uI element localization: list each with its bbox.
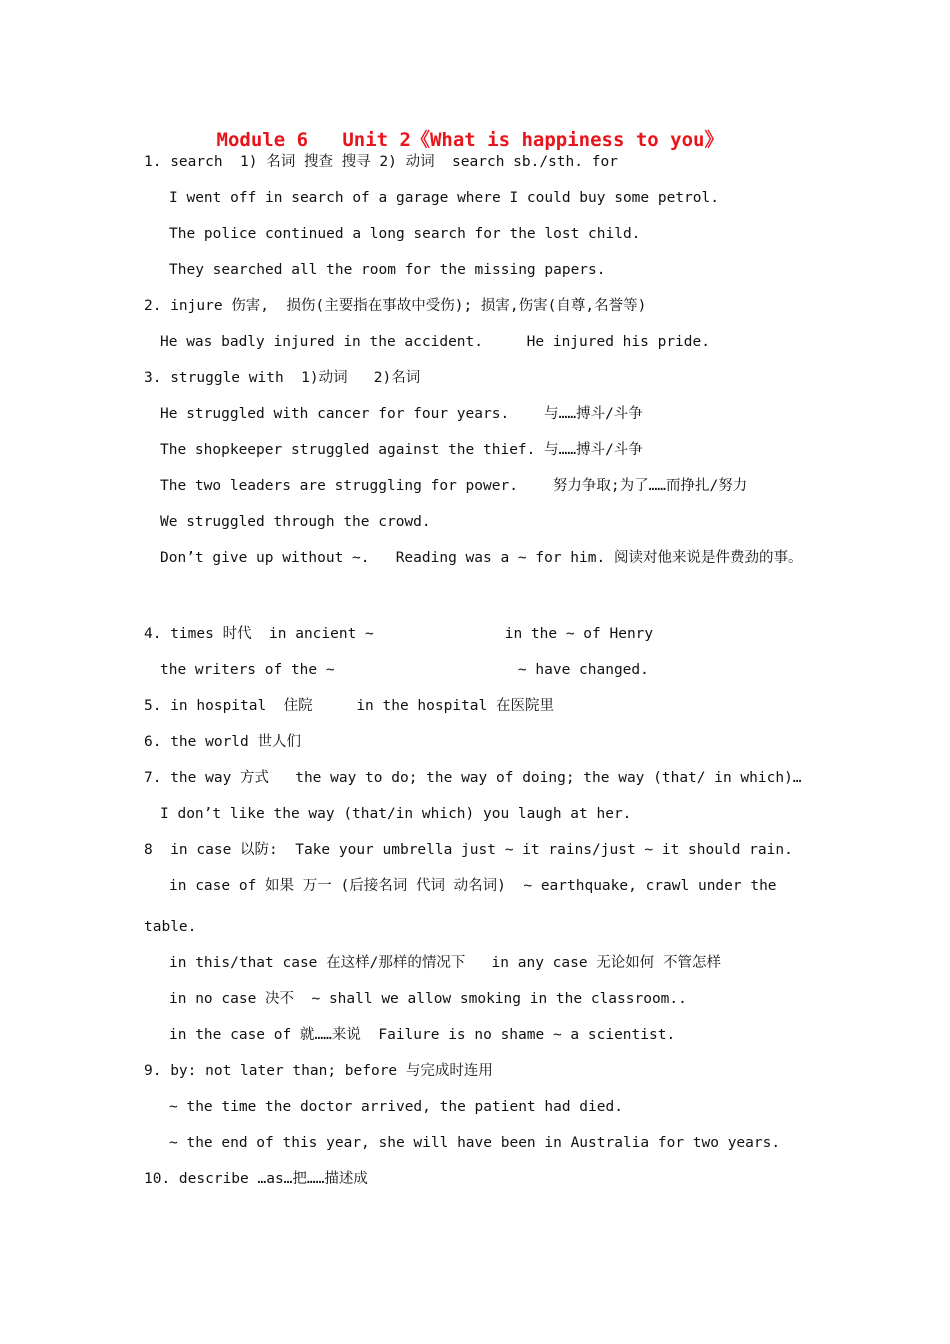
example-sentence: The shopkeeper struggled against the thief. 与……搏斗/斗争 [160, 442, 643, 458]
example-sentence: I don’t like the way (that/in which) you laugh at her. [160, 806, 632, 822]
item-1-search: 1. search 1) 名词 搜查 搜寻 2) 动词 search sb./sth. for [144, 154, 618, 170]
example-sentence: in case of 如果 万一 (后接名词 代词 动名词) ~ earthquake, crawl under the [169, 878, 777, 894]
example-sentence: He was badly injured in the accident. He injured his pride. [160, 334, 710, 350]
example-sentence: I went off in search of a garage where I could buy some petrol. [169, 190, 719, 206]
example-sentence: We struggled through the crowd. [160, 514, 431, 530]
example-sentence: He struggled with cancer for four years. 与……搏斗/斗争 [160, 406, 643, 422]
item-6-world: 6. the world 世人们 [144, 734, 301, 750]
example-sentence: The police continued a long search for the lost child. [169, 226, 641, 242]
item-2-injure: 2. injure 伤害, 损伤(主要指在事故中受伤); 损害,伤害(自尊,名誉等) [144, 298, 647, 314]
page-title: Module 6 Unit 2《What is happiness to you》 [216, 129, 724, 151]
item-8-case: 8 in case 以防: Take your umbrella just ~ it rains/just ~ it should rain. [144, 842, 793, 858]
example-sentence: Don’t give up without ~. Reading was a ~ for him. 阅读对他来说是件费劲的事。 [160, 550, 803, 566]
example-sentence: They searched all the room for the missing papers. [169, 262, 606, 278]
item-4-times: 4. times 时代 in ancient ~ in the ~ of Henry [144, 626, 654, 642]
example-sentence: in no case 决不 ~ shall we allow smoking in the classroom.. [169, 991, 687, 1007]
item-7-way: 7. the way 方式 the way to do; the way of doing; the way (that/ in which)… [144, 770, 802, 786]
example-sentence: ~ the time the doctor arrived, the patient had died. [169, 1099, 623, 1115]
example-sentence-continued: table. [144, 919, 197, 935]
item-10-describe: 10. describe …as…把……描述成 [144, 1171, 368, 1187]
item-3-struggle: 3. struggle with 1)动词 2)名词 [144, 370, 421, 386]
item-9-by: 9. by: not later than; before 与完成时连用 [144, 1063, 493, 1079]
example-sentence: in the case of 就……来说 Failure is no shame ~ a scientist. [169, 1027, 676, 1043]
item-5-hospital: 5. in hospital 住院 in the hospital 在医院里 [144, 698, 554, 714]
example-sentence: ~ the end of this year, she will have been in Australia for two years. [169, 1135, 781, 1151]
example-sentence: the writers of the ~ ~ have changed. [160, 662, 649, 678]
example-sentence: The two leaders are struggling for power. 努力争取;为了……而挣扎/努力 [160, 478, 748, 494]
example-sentence: in this/that case 在这样/那样的情况下 in any case 无论如何 不管怎样 [169, 955, 722, 971]
